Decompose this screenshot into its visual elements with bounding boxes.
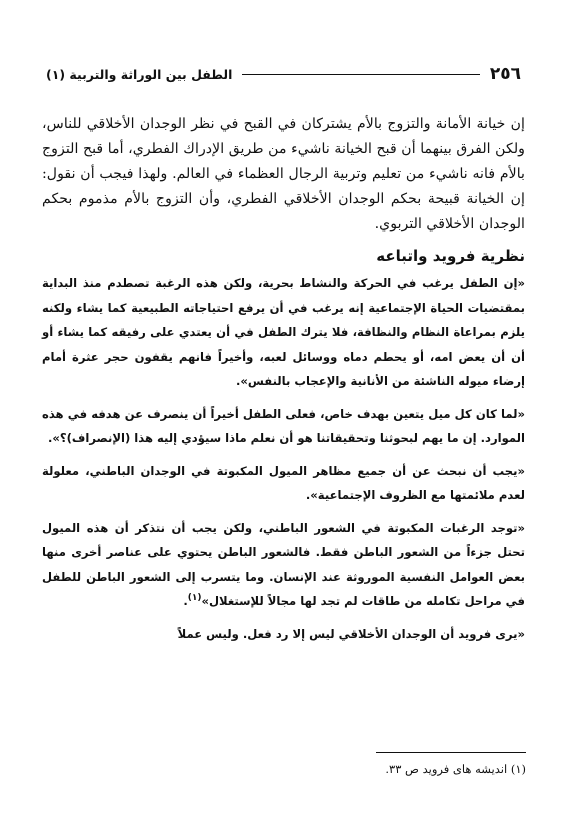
page-header — [46, 62, 521, 86]
quote-paragraph-1: «إن الطفل يرغب في الحركة والنشاط بحرية، ولكن هذه الرغبة تصطدم منذ البداية بمقتضيات الحياة الإجتماعية إنه يرغب في أن يرفع احتياجاته الطبيعية كما يشاء ولكنه يلزم بمراعاة النظام والنظافة، فلا يترك الطفل في أن يعتدي على رفيقه كما يشاء أو أن أن يعض امه، أو يحطم دماه ووسائل لعبه، وأخيراً فانهم يقفون حجر عثرة أمام إرضاء ميوله الناشئة من الأنانية والإعجاب بالنفس». — [42, 276, 525, 388]
footnote-marker: (١) — [187, 593, 202, 604]
quote-4-text: «توجد الرغبات المكبوتة في الشعور الباطني، ولكن يجب أن نتذكر أن هذه الميول تحتل جزءاً من الشعور الباطن فقط. فالشعور الباطن يحتوي على عناصر أخرى منها بعض العوامل النفسية الموروثة عند الإنسان. وما يتسرب إلى الشعور الباطن للطفل في مراحل تكامله من طاقات لم تجد لها مجالاً للإستغلال» — [42, 520, 525, 608]
footnote: (١) انديشه هاى فرويد ص ٣٣. — [385, 762, 526, 776]
running-title: الطفل بين الوراثة والتربية (١) — [46, 66, 233, 82]
quote-paragraph-4 — [42, 516, 525, 614]
footnote-rule — [376, 752, 526, 753]
quote-paragraph-5: «يرى فرويد أن الوجدان الأخلاقي ليس إلا رد فعل. وليس عملاً — [177, 626, 525, 641]
quote-paragraph-3: «يجب أن نبحث عن أن جميع مظاهر الميول المكبوتة في الوجدان الباطني، معلولة لعدم ملائمتها مع الظروف الإجتماعية». — [42, 463, 525, 502]
header-rule — [242, 74, 479, 75]
quote-paragraph-2: «لما كان كل ميل يتعين بهدف خاص، فعلى الطفل أخيراً أن ينصرف عن هدفه في هذه الموارد. إن ما يهم لبحوثنا وتحقيقاتنا هو أن نعلم ماذا سيؤدي إليه هذا (الإنصراف)؟». — [42, 406, 525, 445]
quote-4-end: . — [183, 594, 188, 608]
section-heading: نظرية فرويد واتباعه — [376, 247, 525, 265]
page-body — [42, 112, 525, 654]
page-number: ٢٥٦ — [489, 64, 521, 84]
intro-paragraph: إن خيانة الأمانة والتزوج بالأم يشتركان في القبح في نظر الوجدان الأخلاقي للناس، ولكن الفرق بينهما أن قبح الخيانة ناشيء من طريق الإدراك الفطري، أما قبح التزوج بالأم فانه ناشيء من تعليم وتربية الرجال العظماء في العالم. ولهذا فيجب أن نقول: إن الخيانة قبيحة بحكم الوجدان الأخلاقي الفطري، وأن التزوج بالأم مذموم بحكم الوجدان الأخلاقي التربوي. — [42, 116, 525, 232]
